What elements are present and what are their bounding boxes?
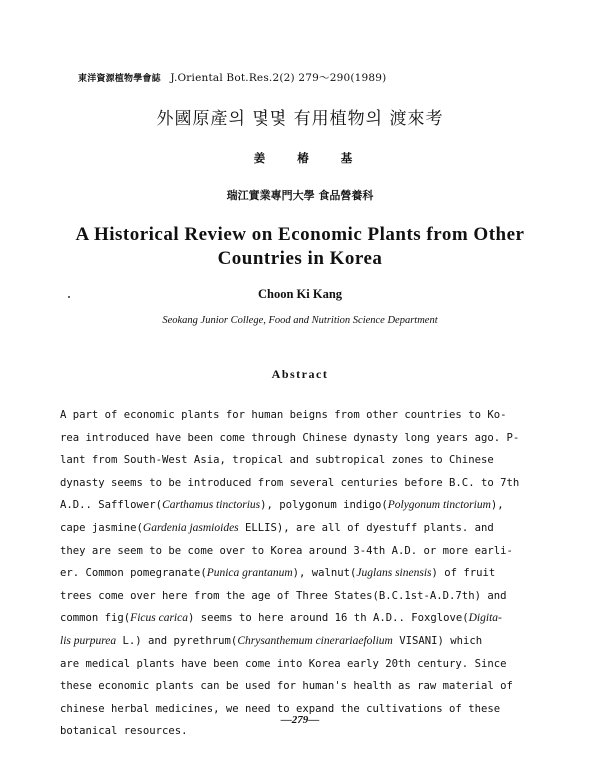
species-name: Digita- [468,612,502,625]
species-name: Chrysanthemum cinerariaefolium [237,634,393,647]
abstract-text: er. Common pomegranate( [60,567,207,580]
abstract-text: they are seem to be come over to Korea around 3-4th A.D. or more earli- [60,544,513,557]
species-name: Carthamus tinctorius [162,499,261,512]
abstract-line [60,517,532,540]
species-name: Ficus carica [130,612,188,625]
korean-title: 外國原產의 몇몇 有用植物의 渡來考 [156,109,444,129]
abstract-text: cape jasmine( [60,521,143,534]
abstract-text: VISANI) which [392,634,483,647]
abstract-text: chinese herbal medicines, we need to expand the cultivations of these [60,702,501,715]
species-name: Polygonum tinctorium [387,499,491,512]
abstract-text: these economic plants can be used for human's health as raw material of [60,680,513,693]
abstract-line [60,449,532,472]
page-number: —279— [280,714,320,726]
species-name: Juglans sinensis [356,567,432,580]
abstract-line [60,653,532,676]
abstract-text: trees come over here from the age of Three States(B.C.1st-A.D.7th) and [60,589,507,602]
korean-author: 姜 椿 基 [253,151,367,165]
abstract-line [60,427,532,450]
journal-reference [78,70,386,85]
abstract-text: L.) and pyrethrum( [116,634,238,647]
abstract-line [60,562,532,585]
abstract-text: ELLIS), are all of dyestuff plants. and [238,521,494,534]
abstract-heading: Abstract [271,367,329,381]
species-name: lis purpurea [60,634,117,647]
abstract-text: A part of economic plants for human beigns from other countries to Ko- [60,409,507,421]
abstract-text: dynasty seems to be introduced from several centuries before B.C. to 7th [60,476,520,489]
abstract-text: ), [490,499,504,512]
abstract-line [60,675,532,698]
abstract-body [60,404,532,743]
journal-name-kr: 東洋資源植物學會誌 [78,74,161,84]
abstract-line [60,540,532,563]
abstract-text: botanical resources. [60,725,188,738]
abstract-text: A.D.. Safflower( [60,499,163,512]
abstract-text: are medical plants have been come into Korea early 20th century. Since [60,657,507,670]
abstract-line [60,630,532,653]
abstract-line [60,494,532,517]
abstract-line [60,585,532,608]
abstract-text: ), polygonum indigo( [260,499,388,512]
abstract-text: ), walnut( [292,567,357,580]
abstract-line [60,472,532,495]
abstract-text: rea introduced have been come through Chinese dynasty long years ago. P- [60,431,520,444]
abstract-text: ) seems to here around 16 th A.D.. Foxglove( [187,612,469,625]
abstract-text: lant from South-West Asia, tropical and subtropical zones to Chinese [60,454,494,467]
species-name: Punica grantanum [206,567,293,580]
english-author: Choon Ki Kang [257,287,343,301]
english-affiliation: Seokang Junior College, Food and Nutrition Science Department [162,315,438,326]
abstract-line [60,607,532,630]
english-title [40,223,560,271]
species-name: Gardenia jasmioides [142,521,239,534]
abstract-text: common fig( [60,612,131,625]
english-title-line-1: A Historical Review on Economic Plants from Other [75,224,525,245]
abstract-text: ) of fruit [431,567,496,580]
journal-citation: J.Oriental Bot.Res.2(2) 279～290(1989) [170,72,387,84]
english-title-line-2: Countries in Korea [217,248,383,269]
abstract-line [60,404,532,427]
korean-affiliation: 瑞江實業專門大學 食品營養科 [226,189,374,202]
